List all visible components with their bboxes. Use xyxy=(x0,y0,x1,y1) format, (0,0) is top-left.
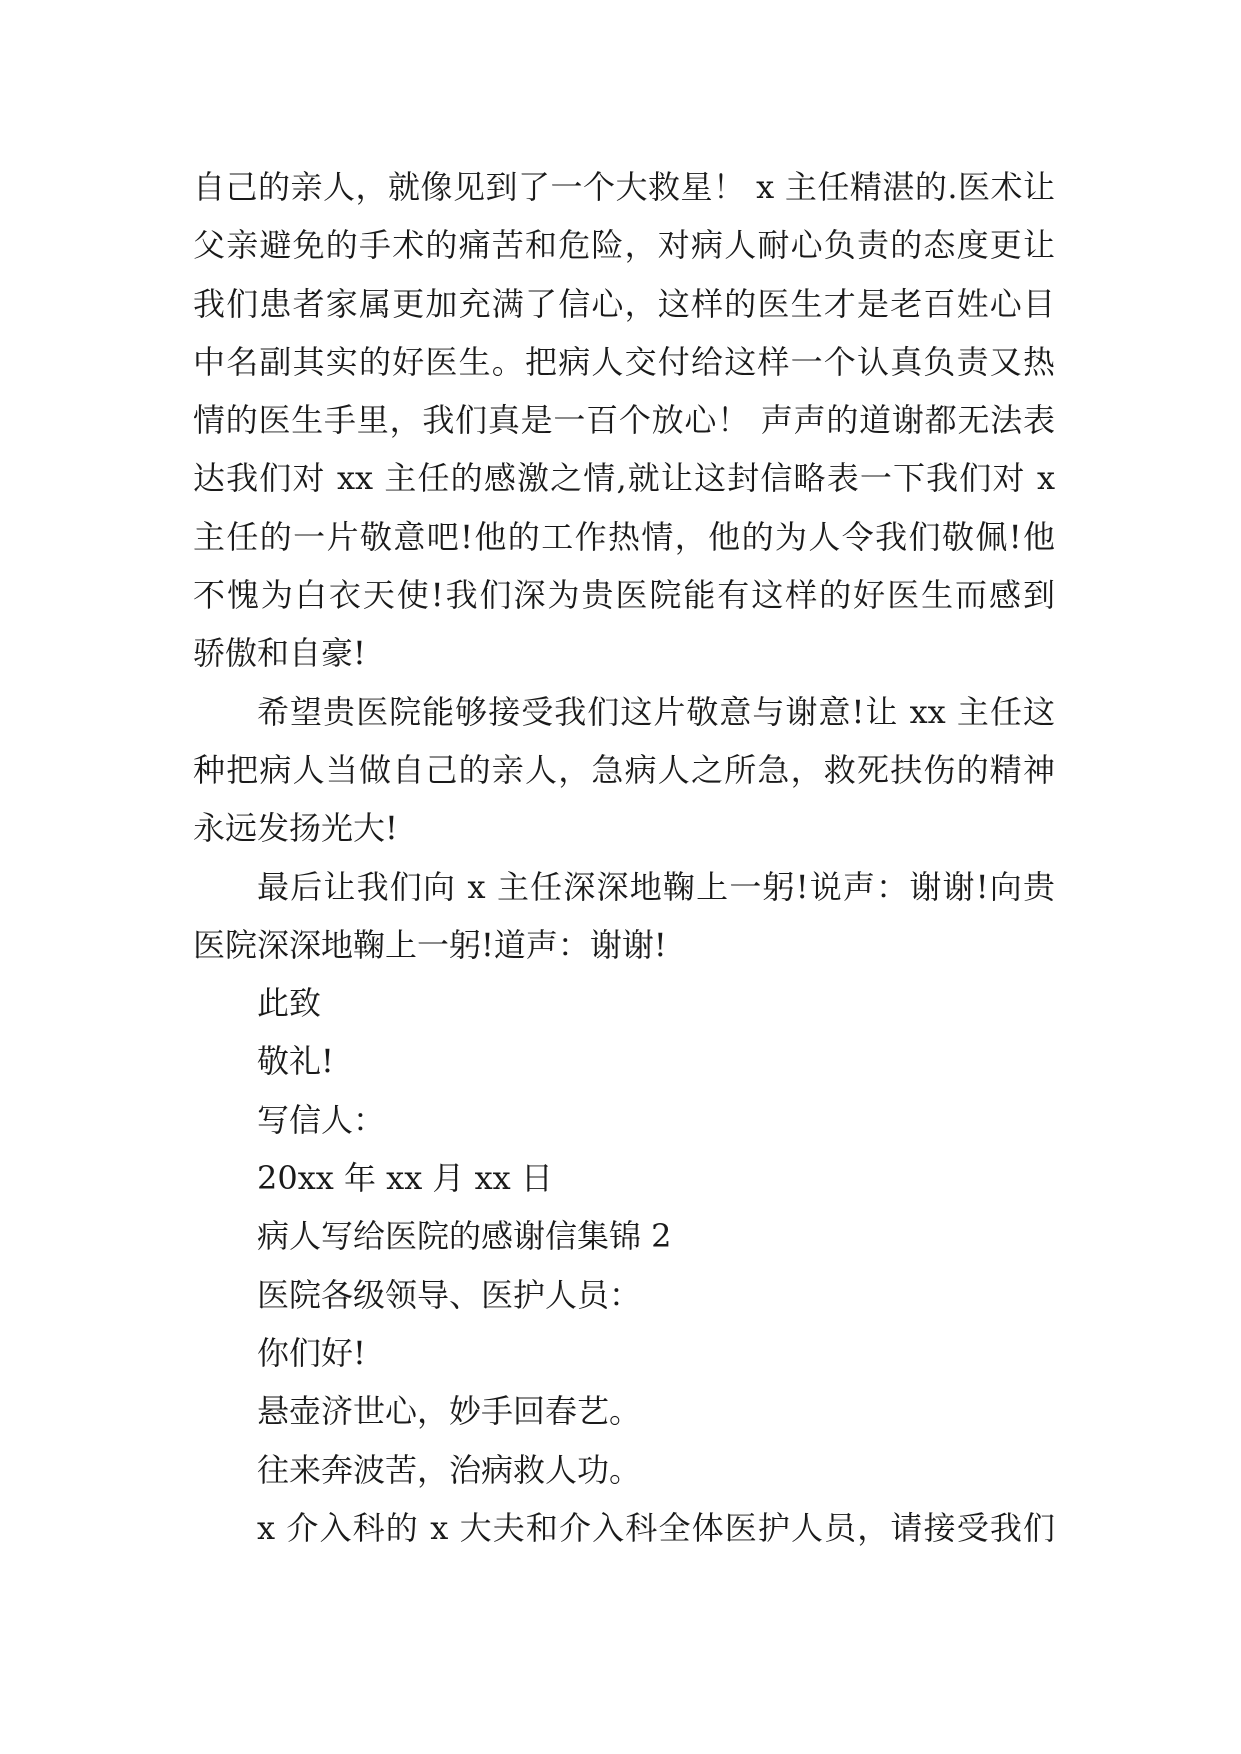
signature-label: 写信人： xyxy=(257,1100,386,1139)
body-line: 骄傲和自豪! xyxy=(193,634,366,673)
body-line: 种把病人当做自己的亲人，急病人之所急，救死扶伤的精神 xyxy=(193,750,1055,789)
body-line: 医院深深地鞠上一躬!道声：谢谢! xyxy=(193,925,667,964)
paragraph-start-line: 希望贵医院能够接受我们这片敬意与谢意!让 xx 主任这 xyxy=(257,692,1055,731)
greeting-line: 你们好! xyxy=(257,1333,366,1372)
body-line: 父亲避免的手术的痛苦和危险，对病人耐心负责的态度更让 xyxy=(193,226,1055,265)
body-line: 永远发扬光大! xyxy=(193,809,398,848)
paragraph-start-line: 最后让我们向 x 主任深深地鞠上一躬!说声：谢谢!向贵 xyxy=(257,867,1055,906)
body-line: 不愧为白衣天使!我们深为贵医院能有这样的好医生而感到 xyxy=(193,576,1055,615)
section-title: 病人写给医院的感谢信集锦 2 xyxy=(257,1217,672,1256)
paragraph-start-line: x 介入科的 x 大夫和介入科全体医护人员，请接受我们 xyxy=(257,1508,1055,1547)
verse-line: 悬壶济世心，妙手回春艺。 xyxy=(257,1392,642,1431)
salutation-line: 敬礼! xyxy=(257,1042,334,1081)
closing-line: 此致 xyxy=(257,984,322,1023)
body-line: 中名副其实的好医生。把病人交付给这样一个认真负责又热 xyxy=(193,342,1055,381)
recipient-line: 医院各级领导、医护人员： xyxy=(257,1275,642,1314)
date-line: 20xx 年 xx 月 xx 日 xyxy=(257,1159,553,1198)
verse-line: 往来奔波苦，治病救人功。 xyxy=(257,1450,642,1489)
body-line: 我们患者家属更加充满了信心，这样的医生才是老百姓心目 xyxy=(193,284,1055,323)
letter-body xyxy=(193,158,1055,1557)
body-line: 达我们对 xx 主任的感激之情,就让这封信略表一下我们对 x xyxy=(193,459,1055,498)
body-line: 情的医生手里，我们真是一百个放心！ 声声的道谢都无法表 xyxy=(193,401,1055,440)
body-line: 自己的亲人，就像见到了一个大救星！ x 主任精湛的.医术让 xyxy=(193,168,1055,206)
body-line: 主任的一片敬意吧!他的工作热情，他的为人令我们敬佩!他 xyxy=(193,517,1055,556)
